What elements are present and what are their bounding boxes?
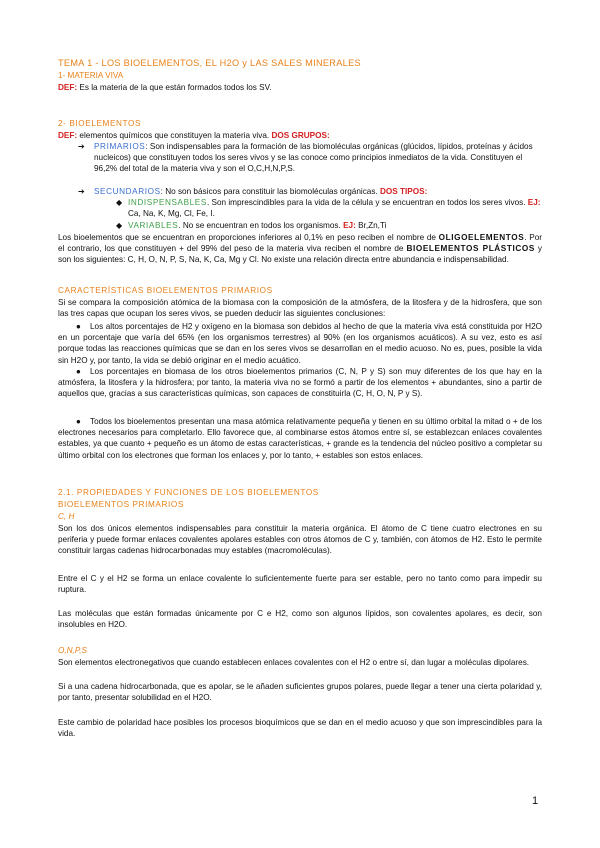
onps-paragraph-3: Este cambio de polaridad hace posibles los procesos bioquímicos que se dan en el medio acuoso y que son imprescindibles para la vida. — [58, 718, 542, 739]
indispensables-item — [116, 197, 542, 219]
def-text: elementos químicos que constituyen la materia viva. — [79, 131, 270, 140]
ej-text: Br,Zn,Ti — [358, 221, 387, 230]
bullet-item-3 — [58, 416, 542, 461]
bioelementos-definition — [58, 130, 542, 141]
def-label: DEF: — [58, 83, 78, 92]
section-materia-viva-heading: 1- MATERIA VIVA — [58, 71, 124, 80]
paragraph-text: . Por el contrario, los que constituyen + del 99% del peso de la materia viva reciben el nombre de — [58, 233, 542, 254]
def-text: Es la materia de la que están formados todos los SV. — [79, 83, 272, 92]
caracteristicas-intro: Si se compara la composición atómica de la biomasa con la composición de la atmósfera, de la litosfera y de la hidrosfera, que son las tres capas que ocupan los seres vivos, se pueden deducir las siguientes conclusiones: — [58, 298, 542, 319]
indispensables-label: INDISPENSABLES — [128, 198, 207, 207]
onps-paragraph-1: Son elementos electronegativos que cuando establecen enlaces covalentes con el H2 o entre sí, dan lugar a moléculas dipolares. — [58, 658, 530, 667]
propiedades-heading: 2.1. PROPIEDADES Y FUNCIONES DE LOS BIOELEMENTOS — [58, 488, 319, 497]
ej-text: Ca, Na, K, Mg, Cl, Fe, I. — [128, 209, 215, 219]
page-number: 1 — [532, 795, 539, 807]
def-label: DEF: — [58, 131, 78, 140]
bullet-text: Todos los bioelementos presentan una masa atómica relativamente pequeña y tienen en su último orbital la mitad o + de los electrones necesarios para completarlo. Ello favorece que, al combinarse estos átomos entre sí, se establezcan enlaces covalentes estables, ya que cuanto + pequeño es un átomo de estas características, + grande es la tendencia del núcleo positivo a completar su último orbital con los electrones que forman los enlaces y, por lo tanto, + estables son estos enlaces. — [58, 417, 542, 460]
variables-label: VARIABLES — [128, 221, 179, 230]
ej-label: EJ: — [343, 221, 356, 230]
bullet-text: Los altos porcentajes de H2 y oxígeno en la biomasa son debidos al hecho de que la materia viva está constituida por H2O en un porcentaje que varía del 65% (en los organismos terrestres) al 90% (en los organismos acuáticos). A su vez, esto es así porque todas las reacciones químicas que se dan en los seres vivos se desarrollan en el medio acuoso. No es, pues, posible la vida sin H2O y, por tanto, la vida se debió originar en el medio acuático. — [58, 322, 542, 365]
section-bioelementos-heading: 2- BIOELEMENTOS — [58, 119, 142, 128]
onps-label: O,N,P,S — [58, 646, 87, 655]
variables-text: . No se encuentran en todos los organismos. — [178, 221, 341, 230]
ch-label: C, H — [58, 512, 75, 521]
bullet-icon: ● — [76, 417, 81, 426]
onps-paragraph-2: Si a una cadena hidrocarbonada, que es apolar, se le añaden suficientes grupos polares, puede llegar a tener una cierta polaridad y, por tanto, presentar solubilidad en el H2O. — [58, 682, 542, 703]
groups-label: DOS GRUPOS: — [271, 131, 330, 140]
variables-item — [116, 220, 542, 231]
ch-paragraph-1: Son los dos únicos elementos indispensables para constituir la materia orgánica. El átomo de C tiene cuatro electrones en su periferia y puede formar enlaces covalentes apolares estables con otros átomos de C y, también, con átomos de H2. Esto le permite constituir largas cadenas hidrocarbonadas muy estables (macromoléculas). — [58, 524, 542, 556]
bullet-item-1 — [58, 321, 542, 366]
document-title: TEMA 1 - LOS BIOELEMENTOS, EL H2O y LAS SALES MINERALES — [58, 58, 361, 68]
oligoelementos-term: OLIGOELEMENTOS — [438, 233, 525, 242]
arrow-icon: ➔ — [78, 187, 85, 196]
arrow-icon: ➔ — [78, 142, 85, 151]
primarios-item — [78, 141, 542, 175]
secundarios-item — [78, 186, 542, 197]
paragraph-text: Los bioelementos que se encuentran en proporciones inferiores al 0,1% en peso reciben el nombre de — [58, 233, 439, 242]
diamond-bullet-icon: ◆ — [116, 198, 123, 207]
ej-label: EJ: — [527, 198, 541, 207]
bullet-icon: ● — [76, 322, 81, 331]
paragraph-text: y son los siguientes: C, H, O, N, P, S, Na, K, Ca, Mg y Cl. No existe una relación directa entre abundancia e indispensabilidad. — [58, 244, 542, 265]
caracteristicas-heading: CARACTERÍSTICAS BIOELEMENTOS PRIMARIOS — [58, 286, 273, 295]
bioelementos-primarios-subheading: BIOELEMENTOS PRIMARIOS — [58, 500, 184, 509]
bullet-icon: ● — [76, 367, 81, 376]
primarios-label: PRIMARIOS — [94, 142, 146, 151]
oligoelementos-paragraph — [58, 232, 542, 266]
materia-viva-definition — [58, 82, 542, 93]
types-label: DOS TIPOS: — [380, 187, 428, 196]
ch-paragraph-2: Entre el C y el H2 se forma un enlace covalente lo suficientemente fuerte para ser estable, pero no tanto como para impedir su ruptura. — [58, 574, 542, 595]
secundarios-text: : No son básicos para constituir las biomoléculas orgánicas. — [160, 187, 378, 196]
indispensables-text: . Son imprescindibles para la vida de la célula y se encuentran en todos los seres vivos. — [206, 198, 526, 207]
diamond-bullet-icon: ◆ — [116, 221, 123, 230]
primarios-text: : Son indispensables para la formación de las biomoléculas orgánicas (glúcidos, lípidos, proteínas y ácidos nucleicos) que constituyen todos los seres vivos y se las conoce como principios inmediatos de la vida. Constituyen el 96,2% del total de la materia viva y son el O,C,H,N,P,S. — [94, 142, 533, 174]
plasticos-term: BIOELEMENTOS PLÁSTICOS — [406, 244, 535, 254]
secundarios-label: SECUNDARIOS — [94, 187, 161, 196]
bullet-item-2 — [58, 366, 542, 400]
ch-paragraph-3: Las moléculas que están formadas únicamente por C e H2, como son algunos lípidos, son covalentes apolares, es decir, son insolubles en H2O. — [58, 609, 542, 630]
bullet-text: Los porcentajes en biomasa de los otros bioelementos primarios (C, N, P y S) son muy diferentes de los que hay en la atmósfera, la litosfera y la hidrosfera; por tanto, la materia viva no se formó a partir de los elementos + abundantes, sino a partir de aquellos que, gracias a sus características químicas, son capaces de constituirla (C, H, O, N, P y S). — [58, 367, 542, 399]
